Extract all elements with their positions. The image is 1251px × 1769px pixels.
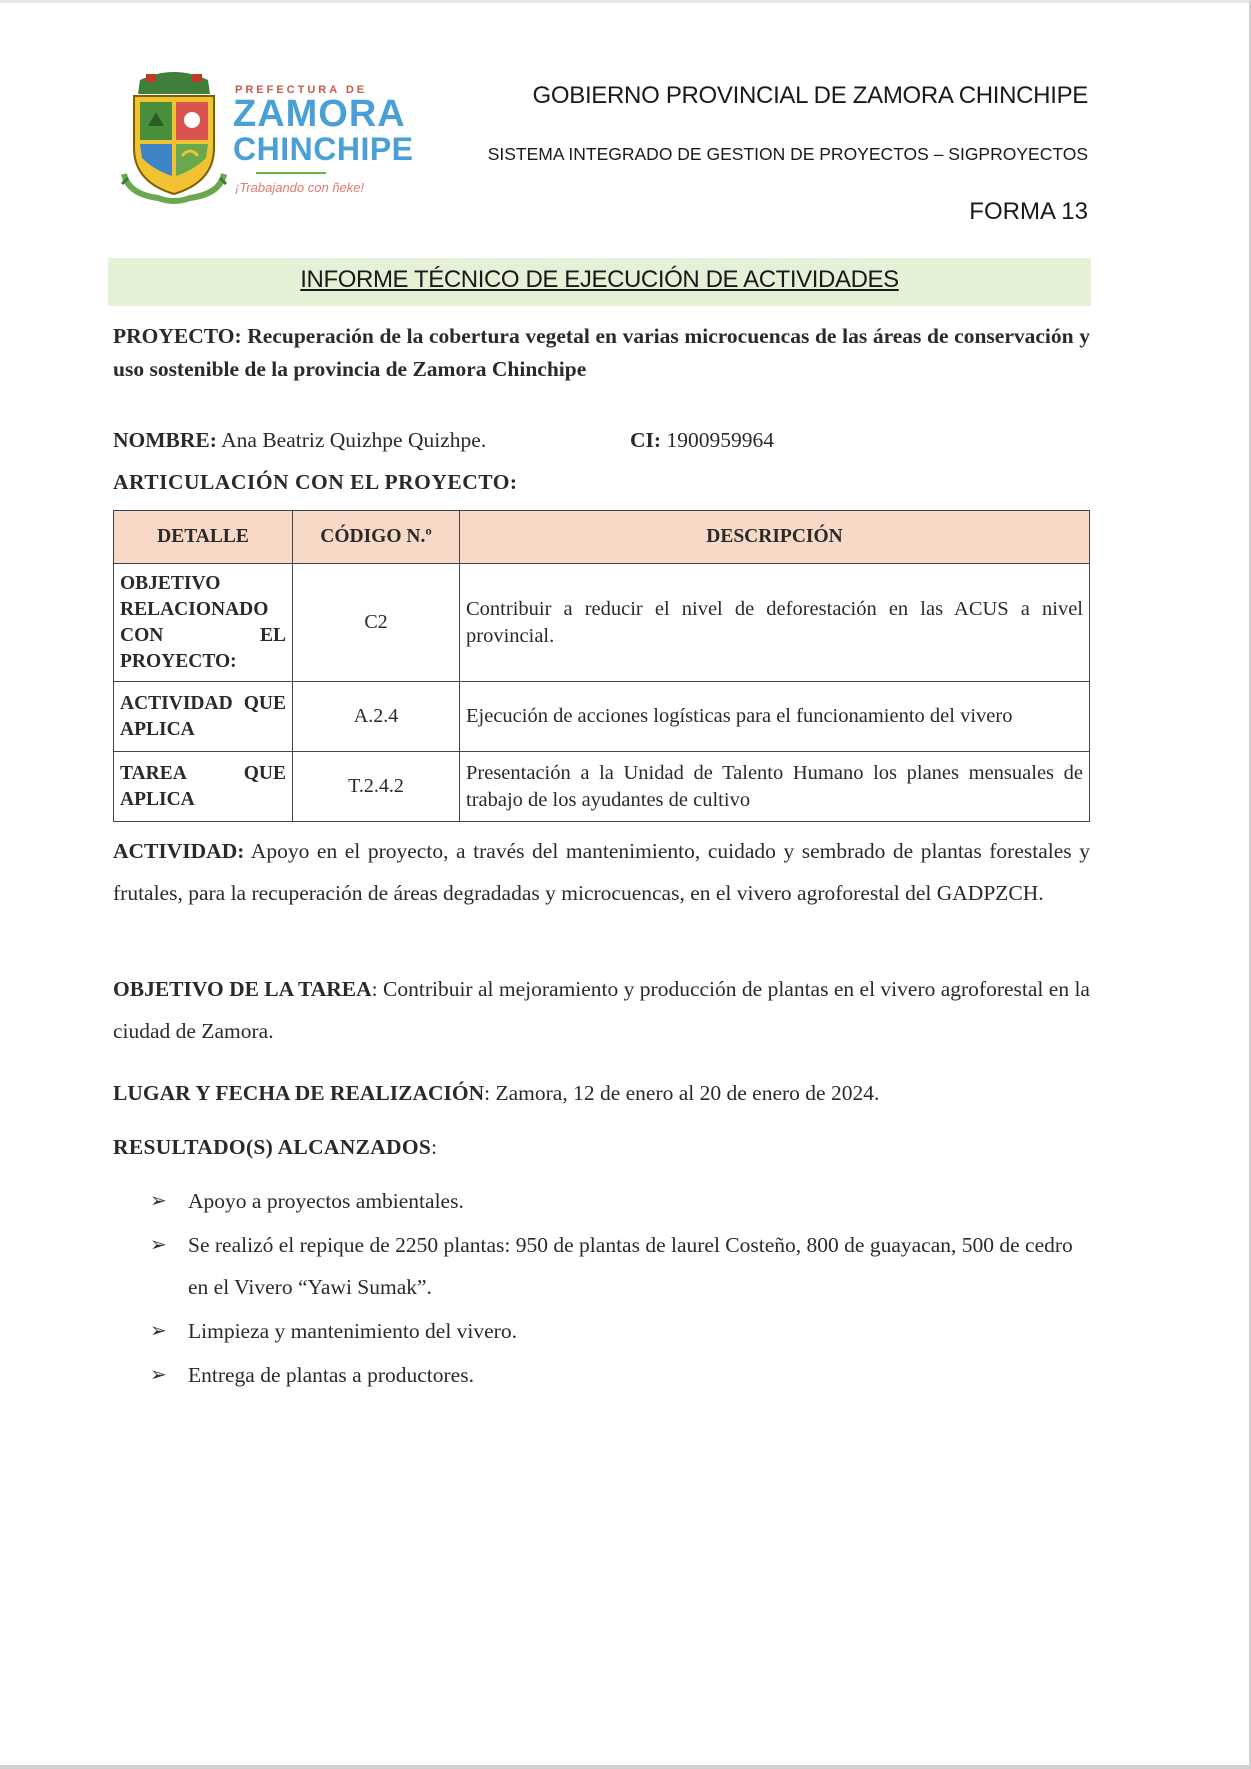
- articulation-heading: ARTICULACIÓN CON EL PROYECTO:: [113, 470, 518, 494]
- result-text: Entrega de plantas a productores.: [188, 1363, 474, 1387]
- logo-zamora-text: ZAMORA: [233, 93, 406, 135]
- row-codigo: A.2.4: [293, 682, 460, 752]
- name-label: NOMBRE:: [113, 428, 217, 452]
- arrow-bullet-icon: ➢: [150, 1320, 167, 1342]
- place-date-value: Zamora, 12 de enero al 20 de enero de 2024.: [495, 1081, 880, 1105]
- row-descripcion: Ejecución de acciones logísticas para el funcionamiento del vivero: [460, 682, 1090, 752]
- coat-of-arms-icon: [118, 66, 230, 206]
- table-header-row: [114, 511, 1090, 564]
- system-subtitle: SISTEMA INTEGRADO DE GESTION DE PROYECTOS – SIGPROYECTOS: [487, 144, 1088, 164]
- articulation-table: [113, 510, 1090, 822]
- task-objective-value: Contribuir al mejoramiento y producción de plantas en el vivero agroforestal en la ciudad de Zamora.: [113, 977, 1090, 1043]
- place-date-label: LUGAR Y FECHA DE REALIZACIÓN: [113, 1081, 485, 1105]
- name-field: [113, 428, 486, 453]
- row-detalle: TAREA QUE APLICA: [114, 752, 293, 822]
- result-text: Limpieza y mantenimiento del vivero.: [188, 1319, 517, 1343]
- id-label: CI:: [630, 428, 662, 452]
- result-text: Apoyo a proyectos ambientales.: [188, 1189, 464, 1213]
- list-item: [150, 1180, 1090, 1222]
- row-descripcion: Presentación a la Unidad de Talento Humano los planes mensuales de trabajo de los ayudantes de cultivo: [460, 752, 1090, 822]
- arrow-bullet-icon: ➢: [150, 1364, 167, 1386]
- list-item: [150, 1354, 1090, 1396]
- arrow-bullet-icon: ➢: [150, 1190, 167, 1212]
- name-value: Ana Beatriz Quizhpe Quizhpe.: [221, 428, 487, 452]
- activity-value: Apoyo en el proyecto, a través del mantenimiento, cuidado y sembrado de plantas forestales y frutales, para la recuperación de áreas degradadas y microcuencas, en el vivero agroforestal del GADPZCH.: [113, 839, 1090, 905]
- place-date-section: LUGAR Y FECHA DE REALIZACIÓN: Zamora, 12 de enero al 20 de enero de 2024.: [113, 1081, 880, 1105]
- row-detalle: OBJETIVO RELACIONADO CON EL PROYECTO:: [114, 564, 293, 682]
- report-title-banner: [108, 258, 1091, 306]
- id-field: [630, 428, 774, 453]
- project-value: Recuperación de la cobertura vegetal en varias microcuencas de las áreas de conservación y uso sostenible de la provincia de Zamora Chinchipe: [113, 324, 1090, 381]
- task-objective-section: OBJETIVO DE LA TAREA: Contribuir al mejoramiento y producción de plantas en el vivero agroforestal en la ciudad de Zamora.: [113, 977, 1090, 1043]
- id-value: 1900959964: [666, 428, 774, 452]
- logo-divider: [256, 172, 326, 174]
- row-codigo: T.2.4.2: [293, 752, 460, 822]
- prefectura-logo: [118, 62, 428, 212]
- result-text: Se realizó el repique de 2250 plantas: 950 de plantas de laurel Costeño, 800 de guayacan, 500 de cedro en el Vivero “Yawi Sumak”.: [188, 1233, 1073, 1299]
- header-detalle: DETALLE: [114, 511, 293, 564]
- header-codigo: CÓDIGO N.º: [293, 511, 460, 564]
- logo-chinchipe-text: CHINCHIPE: [233, 131, 414, 167]
- list-item: [150, 1224, 1090, 1308]
- activity-label: ACTIVIDAD:: [113, 839, 245, 863]
- results-list: [150, 1180, 1090, 1398]
- list-item: [150, 1310, 1090, 1352]
- report-title: INFORME TÉCNICO DE EJECUCIÓN DE ACTIVIDADES: [300, 266, 899, 293]
- row-codigo: C2: [293, 564, 460, 682]
- project-label: PROYECTO: [113, 324, 235, 348]
- table-row: [114, 752, 1090, 822]
- logo-prefix: PREFECTURA DE: [235, 84, 368, 96]
- results-heading: RESULTADO(S) ALCANZADOS:: [113, 1135, 438, 1159]
- row-descripcion: Contribuir a reducir el nivel de deforestación en las ACUS a nivel provincial.: [460, 564, 1090, 682]
- form-number: FORMA 13: [969, 198, 1088, 225]
- project-section: PROYECTO: Recuperación de la cobertura vegetal en varias microcuencas de las áreas de conservación y uso sostenible de la provincia de Zamora Chinchipe: [113, 324, 1090, 381]
- header-descripcion: DESCRIPCIÓN: [460, 511, 1090, 564]
- row-detalle: ACTIVIDAD QUE APLICA: [114, 682, 293, 752]
- activity-section: [113, 830, 1090, 914]
- logo-slogan: ¡Trabajando con ñeke!: [235, 180, 365, 195]
- government-title: GOBIERNO PROVINCIAL DE ZAMORA CHINCHIPE: [532, 82, 1088, 109]
- table-row: [114, 682, 1090, 752]
- table-row: [114, 564, 1090, 682]
- arrow-bullet-icon: ➢: [150, 1234, 167, 1256]
- task-objective-label: OBJETIVO DE LA TAREA: [113, 977, 372, 1001]
- results-label: RESULTADO(S) ALCANZADOS: [113, 1135, 432, 1159]
